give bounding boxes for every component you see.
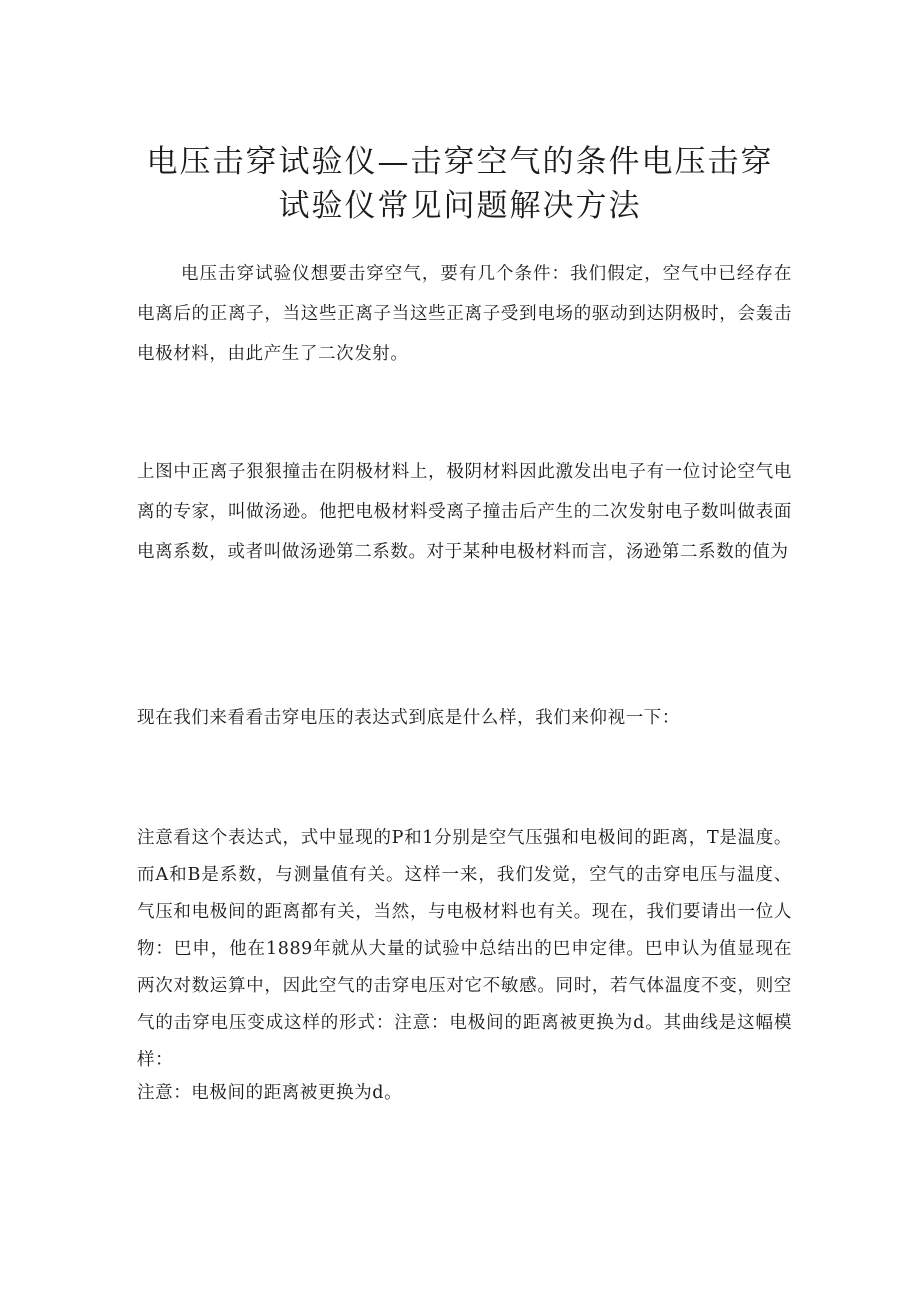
paragraph-expression: 现在我们来看看击穿电压的表达式到底是什么样，我们来仰视一下： xyxy=(137,708,680,728)
title-line-1: 电压击穿试验仪—击穿空气的条件电压击穿 xyxy=(146,144,774,180)
paragraph-paschen: 注意看这个表达式，式中显现的P和1分别是空气压强和电极间的距离，T是温度。而A和B是系数，与测量值有关。这样一来，我们发觉，空气的击穿电压与温度、气压和电极间的距离都有关，当然，与电极材料也有关。现在，我们要请出一位人物：巴申，他在1889年就从大量的试验中总结出的巴申定律。巴申认为值显现在两次对数运算中，因此空气的击穿电压对它不敏感。同时，若气体温度不变，则空气的击穿电压变成这样的形式：注意：电极间的距离被更换为d。其曲线是这幅模样： xyxy=(137,828,792,1070)
title-line-2: 试验仪常见问题解决方法 xyxy=(278,188,642,224)
paragraph-intro: 电压击穿试验仪想要击穿空气，要有几个条件：我们假定，空气中已经存在电离后的正离子，当这些正离子当这些正离子受到电场的驱动到达阴极时，会轰击电极材料，由此产生了二次发射。 xyxy=(137,264,792,364)
paragraph-townsend: 上图中正离子狠狠撞击在阴极材料上，极阴材料因此激发出电子有一位讨论空气电离的专家，叫做汤逊。他把电极材料受离子撞击后产生的二次发射电子数叫做表面电离系数，或者叫做汤逊第二系数。对于某种电极材料而言，汤逊第二系数的值为 xyxy=(137,462,792,562)
paragraph-note: 注意：电极间的距离被更换为d。 xyxy=(137,1083,403,1103)
document-title xyxy=(120,140,800,228)
